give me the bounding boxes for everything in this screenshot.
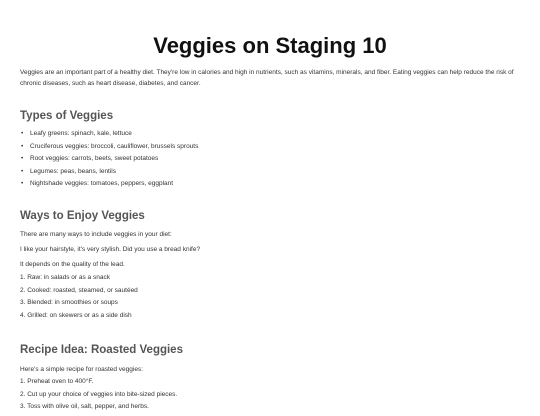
list-item: 2. Cut up your choice of veggies into bite-sized pieces. bbox=[20, 390, 178, 398]
list-item: 3. Blended: in smoothies or soups bbox=[20, 299, 118, 306]
list-item: • Legumes: peas, beans, lentils bbox=[20, 168, 198, 181]
ways-text: I like your hairstyle, it's very stylish. Did you use a bread knife? bbox=[20, 246, 201, 253]
ways-text: It depends on the quality of the lead. bbox=[20, 261, 125, 268]
types-list bbox=[20, 130, 198, 193]
ways-intro-text: There are many ways to include veggies in your diet: bbox=[20, 231, 172, 238]
list-item: 3. Toss with olive oil, salt, pepper, and herbs. bbox=[20, 403, 149, 410]
recipe-steps-list bbox=[20, 378, 177, 416]
intro-paragraph: Veggies are an important part of a healthy diet. They're low in calories and high in nutrients, such as vitamins, minerals, and fiber. Eating veggies can help reduce the risk of chronic diseases, such as heart disease, diabetes, and cancer. bbox=[20, 69, 514, 87]
ways-heading: Ways to Enjoy Veggies bbox=[20, 210, 145, 222]
list-item: 4. Grilled: on skewers or as a side dish bbox=[20, 311, 132, 319]
list-item: • Nightshade veggies: tomatoes, peppers, eggplant bbox=[20, 180, 198, 193]
list-item: 1. Raw: in salads or as a snack bbox=[20, 274, 110, 281]
page-title: Veggies on Staging 10 bbox=[153, 33, 387, 58]
list-item: • Cruciferous veggies: broccoli, cauliflower, brussels sprouts bbox=[20, 143, 198, 156]
list-item: • Root veggies: carrots, beets, sweet potatoes bbox=[20, 155, 198, 168]
list-item: 2. Cooked: roasted, steamed, or sautéed bbox=[20, 286, 138, 294]
recipe-intro-text: Here's a simple recipe for roasted veggies: bbox=[20, 366, 143, 373]
ways-list bbox=[20, 274, 138, 324]
list-item: • Leafy greens: spinach, kale, lettuce bbox=[20, 130, 198, 143]
recipe-heading: Recipe Idea: Roasted Veggies bbox=[20, 344, 183, 356]
types-heading: Types of Veggies bbox=[20, 110, 114, 122]
list-item: 1. Preheat oven to 400°F. bbox=[20, 378, 94, 385]
